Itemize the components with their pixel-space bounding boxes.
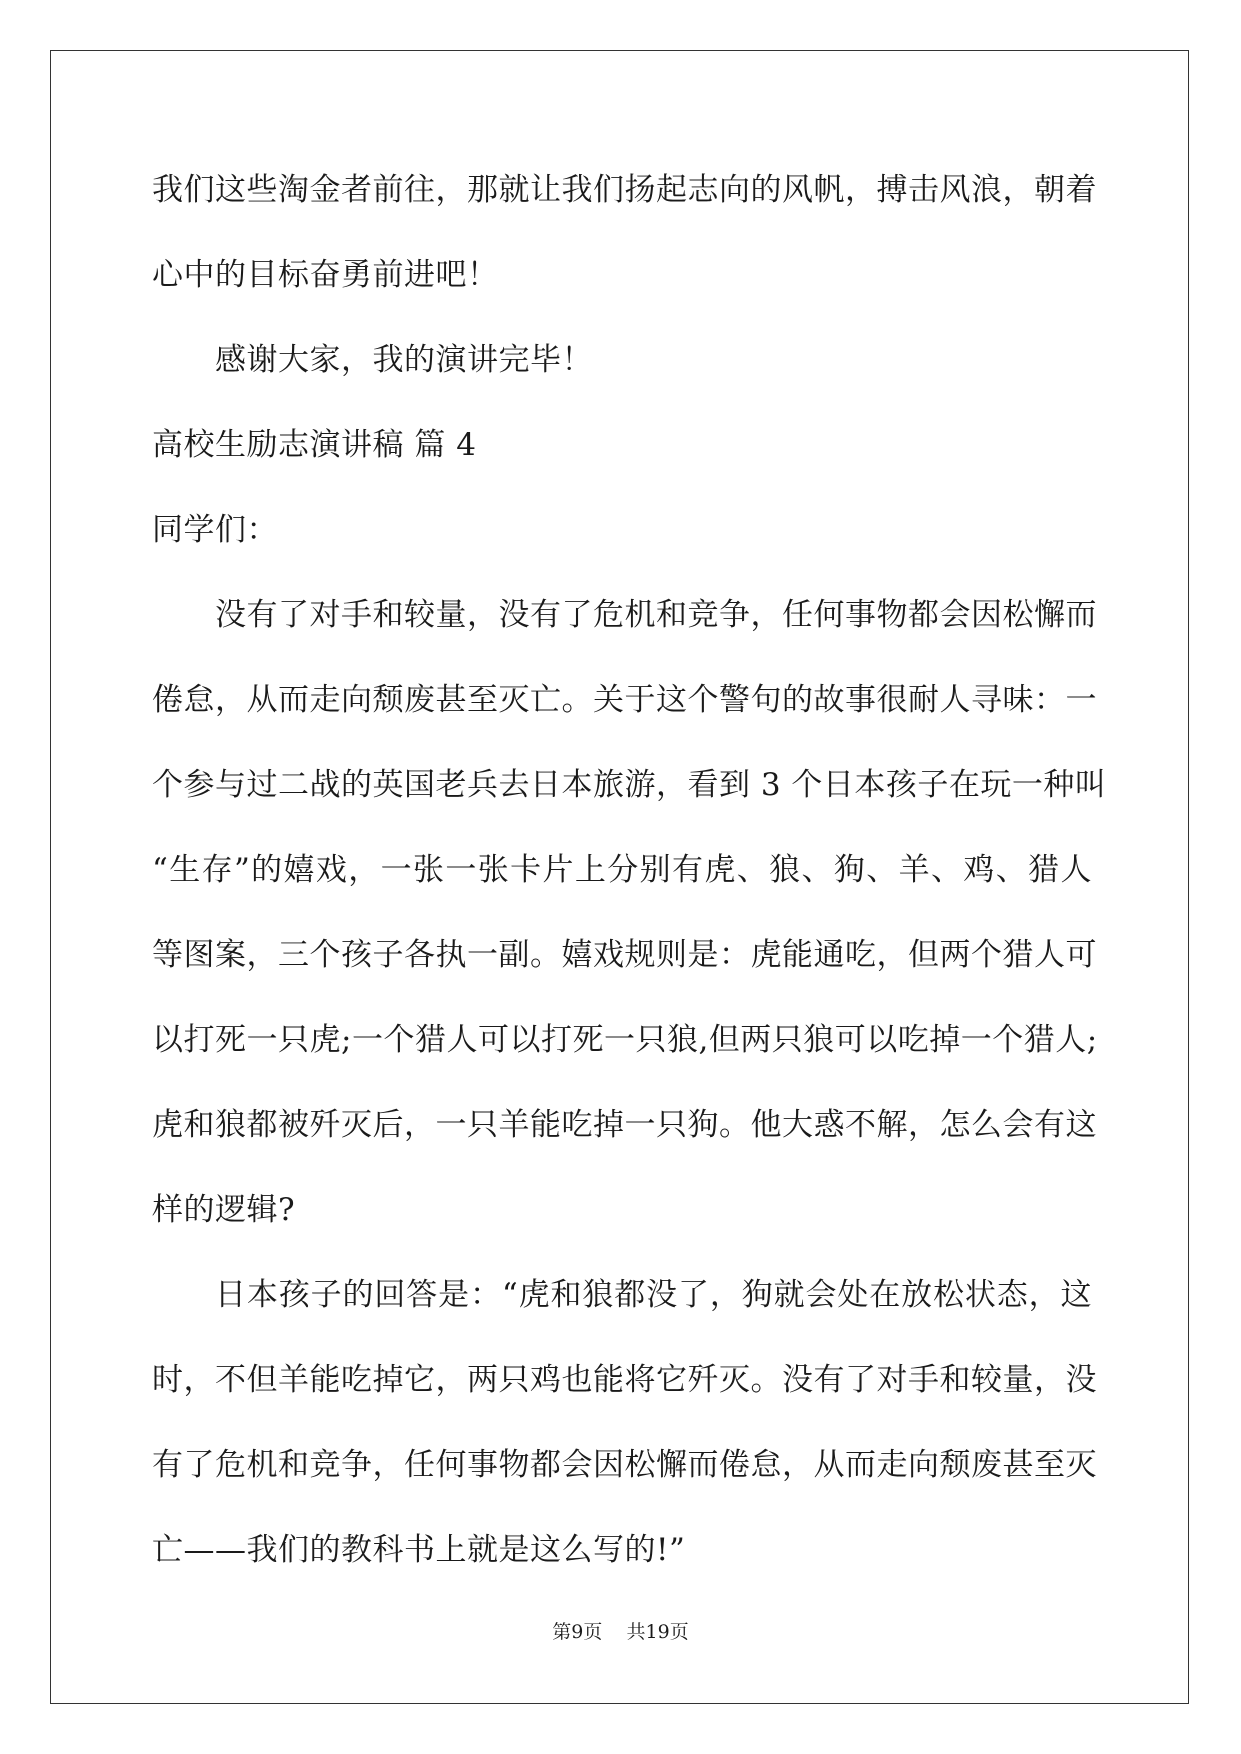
paragraph-line: 感谢大家，我的演讲完毕！ [215, 342, 593, 378]
paragraph-line: 样的逻辑? [152, 1192, 296, 1228]
paragraph-line: 等图案，三个孩子各执一副。嬉戏规则是：虎能通吃，但两个猎人可 [152, 937, 1097, 973]
paragraph-line: 以打死一只虎;一个猎人可以打死一只狼,但两只狼可以吃掉一个猎人; [152, 1022, 1098, 1058]
paragraph-line: 我们这些淘金者前往，那就让我们扬起志向的风帆，搏击风浪，朝着 [152, 172, 1097, 208]
paragraph-line: 没有了对手和较量，没有了危机和竞争，任何事物都会因松懈而 [215, 597, 1097, 633]
paragraph-line: 倦怠，从而走向颓废甚至灭亡。关于这个警句的故事很耐人寻味：一 [152, 682, 1097, 718]
paragraph-line: 亡——我们的教科书上就是这么写的!” [152, 1532, 686, 1568]
page-prefix: 第 [552, 1621, 572, 1643]
paragraph-line: 心中的目标奋勇前进吧！ [152, 257, 499, 293]
page-number: 9 [571, 1621, 584, 1643]
paragraph-line: 时，不但羊能吃掉它，两只鸡也能将它歼灭。没有了对手和较量，没 [152, 1362, 1097, 1398]
page-footer [0, 1620, 1241, 1644]
page-suffix: 页 [583, 1621, 603, 1643]
paragraph-line: 有了危机和竞争，任何事物都会因松懈而倦怠，从而走向颓废甚至灭 [152, 1447, 1097, 1483]
total-suffix: 页 [669, 1621, 689, 1643]
salutation: 同学们： [152, 512, 278, 548]
paragraph-line: “生存”的嬉戏，一张一张卡片上分别有虎、狼、狗、羊、鸡、猎人 [152, 852, 1092, 888]
total-prefix: 共 [626, 1621, 646, 1643]
paragraph-line: 虎和狼都被歼灭后，一只羊能吃掉一只狗。他大惑不解，怎么会有这 [152, 1107, 1097, 1143]
total-pages: 19 [645, 1621, 670, 1643]
section-heading: 高校生励志演讲稿 篇 4 [152, 427, 477, 463]
paragraph-line: 日本孩子的回答是：“虎和狼都没了，狗就会处在放松状态，这 [215, 1277, 1092, 1313]
paragraph-line: 个参与过二战的英国老兵去日本旅游，看到 3 个日本孩子在玩一种叫 [152, 767, 1107, 803]
